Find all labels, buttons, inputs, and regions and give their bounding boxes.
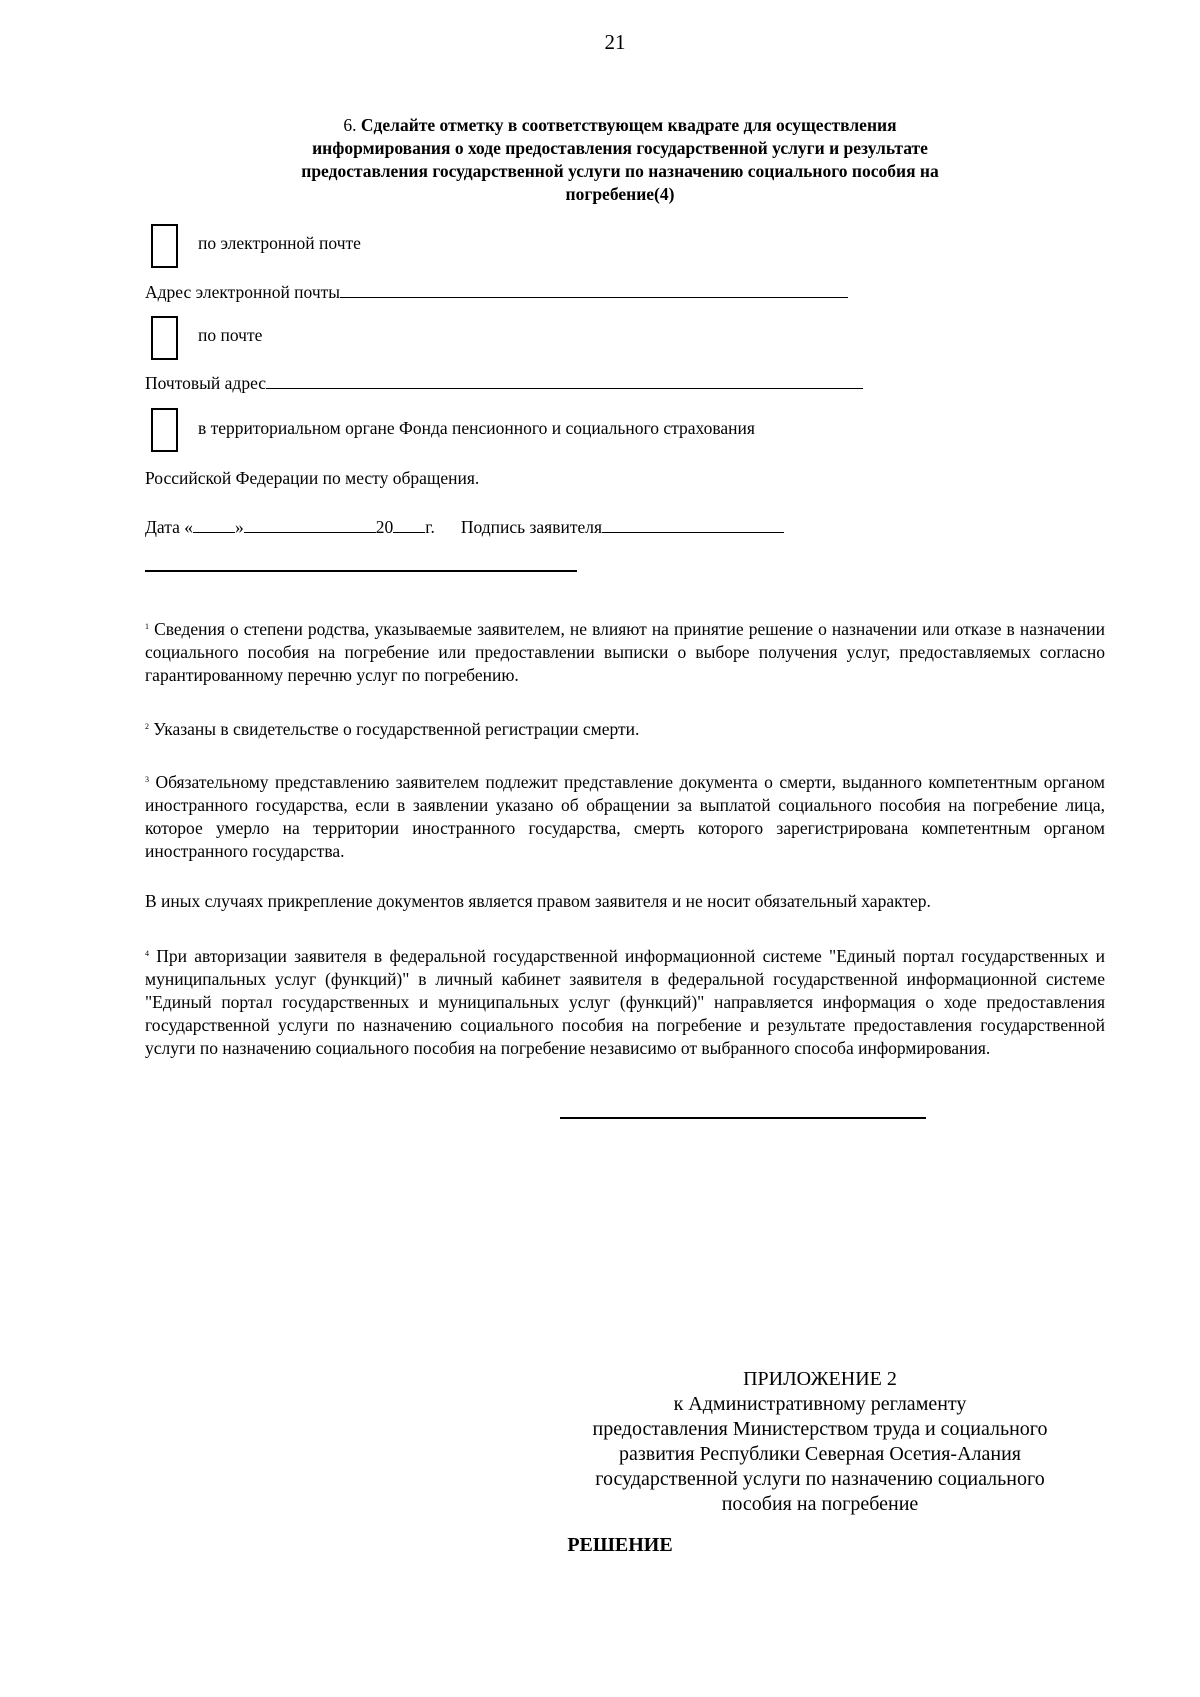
page-number: 21 — [604, 30, 626, 54]
footnote-note-text: В иных случаях прикрепление документов является правом заявителя и не носит обязательный характер. — [145, 891, 931, 911]
decision-heading: РЕШЕНИЕ — [567, 1534, 673, 1556]
section-number: 6. — [343, 115, 357, 135]
appendix-title: ПРИЛОЖЕНИЕ 2 — [743, 1368, 897, 1390]
section-heading — [280, 114, 960, 206]
month-blank[interactable] — [244, 516, 376, 533]
footnote-1 — [145, 615, 1105, 687]
footnote-2 — [145, 715, 1105, 741]
footnote-4 — [145, 942, 1105, 1060]
signature-label: Подпись заявителя — [460, 517, 603, 537]
appendix-line-4: государственной услуги по назначению социального — [595, 1468, 1045, 1490]
post-option-label: по почте — [198, 325, 263, 345]
footnote-4-text: При авторизации заявителя в федеральной государственной информационной системе "Единый портал государственных и муниципальных услуг (функций)" в личный кабинет заявителя в федеральной государственной информационной системе "Единый портал государственных и муниципальных услуг (функций)" направляется информация о ходе предоставления государственной услуги по назначению социального пособия на погребение и результате предоставления государственной услуги по назначению социального пособия на погребение независимо от выбранного способа информирования. — [145, 946, 1106, 1058]
postal-address-label: Почтовый адрес — [145, 373, 267, 393]
email-address-field — [145, 281, 848, 303]
appendix-line-3: развития Республики Северная Осетия-Алания — [619, 1443, 1021, 1465]
end-separator — [560, 1117, 926, 1119]
email-option-label: по электронной почте — [198, 233, 361, 253]
email-checkbox[interactable] — [151, 224, 178, 268]
office-checkbox[interactable] — [151, 408, 178, 452]
day-blank[interactable] — [193, 516, 235, 533]
email-address-label: Адрес электронной почты — [145, 282, 341, 302]
footnote-3-mark: 3 — [145, 775, 149, 784]
date-label: Дата « — [145, 517, 194, 537]
post-checkbox[interactable] — [151, 316, 178, 360]
section-title: Сделайте отметку в соответствующем квадрате для осуществления информирования о ходе предоставления государственной услуги и результате предоставления государственной услуги по назначению социального пособия на погребение(4) — [301, 115, 939, 204]
year-prefix: 20 — [375, 517, 394, 537]
appendix-line-5: пособия на погребение — [721, 1493, 919, 1515]
office-option-label: в территориальном органе Фонда пенсионного и социального страхования — [198, 418, 755, 438]
year-suffix: г. — [425, 517, 435, 537]
postal-address-field — [145, 372, 863, 394]
email-address-blank[interactable] — [340, 281, 848, 298]
signature-blank[interactable] — [602, 516, 784, 533]
footnote-1-mark: 1 — [145, 622, 149, 631]
appendix-line-2: предоставления Министерством труда и социального — [592, 1418, 1048, 1440]
footnote-2-text: Указаны в свидетельстве о государственной регистрации смерти. — [153, 719, 640, 739]
footnote-4-mark: 4 — [145, 949, 149, 958]
postal-address-blank[interactable] — [266, 372, 863, 389]
footnote-3 — [145, 768, 1105, 863]
footnote-note — [145, 890, 1105, 913]
year-blank[interactable] — [393, 516, 425, 533]
office-option-continuation: Российской Федерации по месту обращения. — [145, 468, 480, 488]
date-signature-line — [145, 516, 784, 538]
appendix-line-1: к Административному регламенту — [673, 1393, 967, 1415]
quote-close: » — [235, 517, 244, 537]
footnote-2-mark: 2 — [145, 722, 149, 731]
footnote-separator — [145, 570, 577, 572]
footnote-3-text: Обязательному представлению заявителем подлежит представление документа о смерти, выданного компетентным органом иностранного государства, если в заявлении указано об обращении за выплатой социального пособия на погребение лица, которое умерло на территории иностранного государства, смерть которого зарегистрирована компетентным органом иностранного государства. — [145, 772, 1105, 861]
footnote-1-text: Сведения о степени родства, указываемые заявителем, не влияют на принятие решение о назначении или отказе в назначении социального пособия на погребение или предоставлении выписки о выборе получения услуг, предоставляемых согласно гарантированному перечню услуг по погребению. — [145, 619, 1106, 685]
